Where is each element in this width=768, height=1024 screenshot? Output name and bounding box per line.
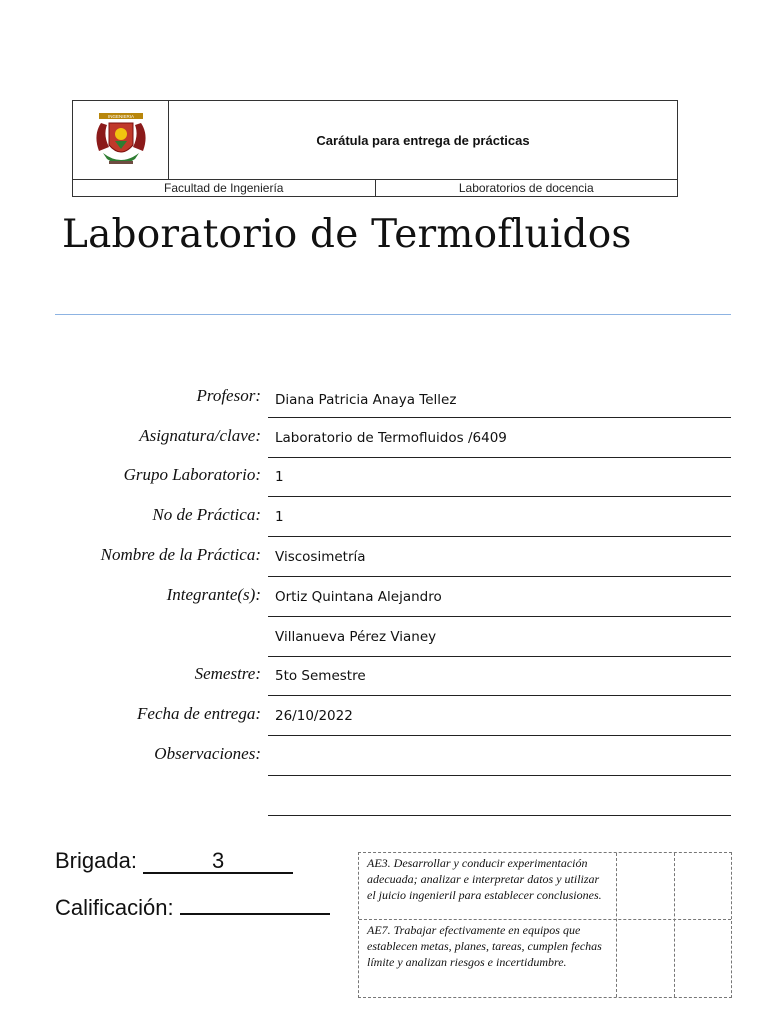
semestre-value: 5to Semestre	[275, 668, 366, 684]
observaciones-row-2	[0, 776, 768, 816]
brigada-field	[55, 848, 293, 874]
calificacion-label: Calificación:	[55, 895, 174, 920]
semestre-label: Semestre:	[194, 664, 261, 683]
practica-label: No de Práctica:	[152, 505, 261, 524]
integrantes-row	[0, 577, 768, 617]
title-divider	[55, 314, 731, 315]
asignatura-row	[0, 418, 768, 458]
profesor-label: Profesor:	[196, 386, 261, 405]
header-box	[72, 100, 678, 197]
semestre-row	[0, 656, 768, 696]
fecha-value: 26/10/2022	[275, 708, 353, 724]
header-labs-cell: Laboratorios de docencia	[375, 180, 678, 196]
practica-value: 1	[275, 509, 284, 525]
nombre-practica-row	[0, 537, 768, 577]
rubric-ae7-text: AE7. Trabajar efectivamente en equipos que establecen metas, planes, tareas, cumplen fechas límite y analizan riesgos e incertidumbre.	[367, 923, 602, 969]
brigada-value: 3	[143, 850, 293, 874]
profesor-value: Diana Patricia Anaya Tellez	[275, 392, 457, 408]
calificacion-field	[55, 895, 330, 921]
profesor-row	[0, 378, 768, 418]
integrante-1-value: Ortiz Quintana Alejandro	[275, 589, 442, 605]
logo-text: INGENIERIA	[107, 114, 135, 119]
asignatura-label: Asignatura/clave:	[139, 426, 261, 445]
asignatura-value: Laboratorio de Termofluidos /6409	[275, 430, 507, 446]
page-title: Laboratorio de Termofluidos	[62, 212, 632, 257]
rubric-ae3-text: AE3. Desarrollar y conducir experimentación adecuada; analizar e interpretar datos y utilizar el juicio ingenieril para establecer conclusiones.	[367, 856, 602, 902]
grupo-row	[0, 457, 768, 497]
rubric-row	[359, 920, 731, 998]
grupo-label: Grupo Laboratorio:	[123, 465, 261, 484]
header-title: Carátula para entrega de prácticas	[316, 132, 530, 148]
fecha-row	[0, 696, 768, 736]
grupo-value: 1	[275, 469, 284, 485]
integrante-2-value: Villanueva Pérez Vianey	[275, 629, 437, 645]
faculty-logo-icon	[73, 101, 169, 179]
brigada-label: Brigada:	[55, 848, 137, 873]
calificacion-value	[180, 913, 330, 915]
rubric-table	[358, 852, 732, 998]
logo-cell	[73, 101, 169, 179]
rubric-row	[359, 853, 731, 920]
integrantes-label: Integrante(s):	[166, 585, 261, 604]
observaciones-line-2	[268, 815, 731, 816]
header-faculty-cell: Facultad de Ingeniería	[164, 181, 284, 195]
practica-row	[0, 497, 768, 537]
header-subrow	[73, 179, 677, 196]
nombre-practica-label: Nombre de la Práctica:	[100, 545, 261, 564]
fecha-label: Fecha de entrega:	[137, 704, 261, 723]
observaciones-label: Observaciones:	[154, 744, 261, 763]
integrante-2-row	[0, 617, 768, 657]
nombre-practica-value: Viscosimetría	[275, 549, 366, 565]
observaciones-row	[0, 736, 768, 776]
